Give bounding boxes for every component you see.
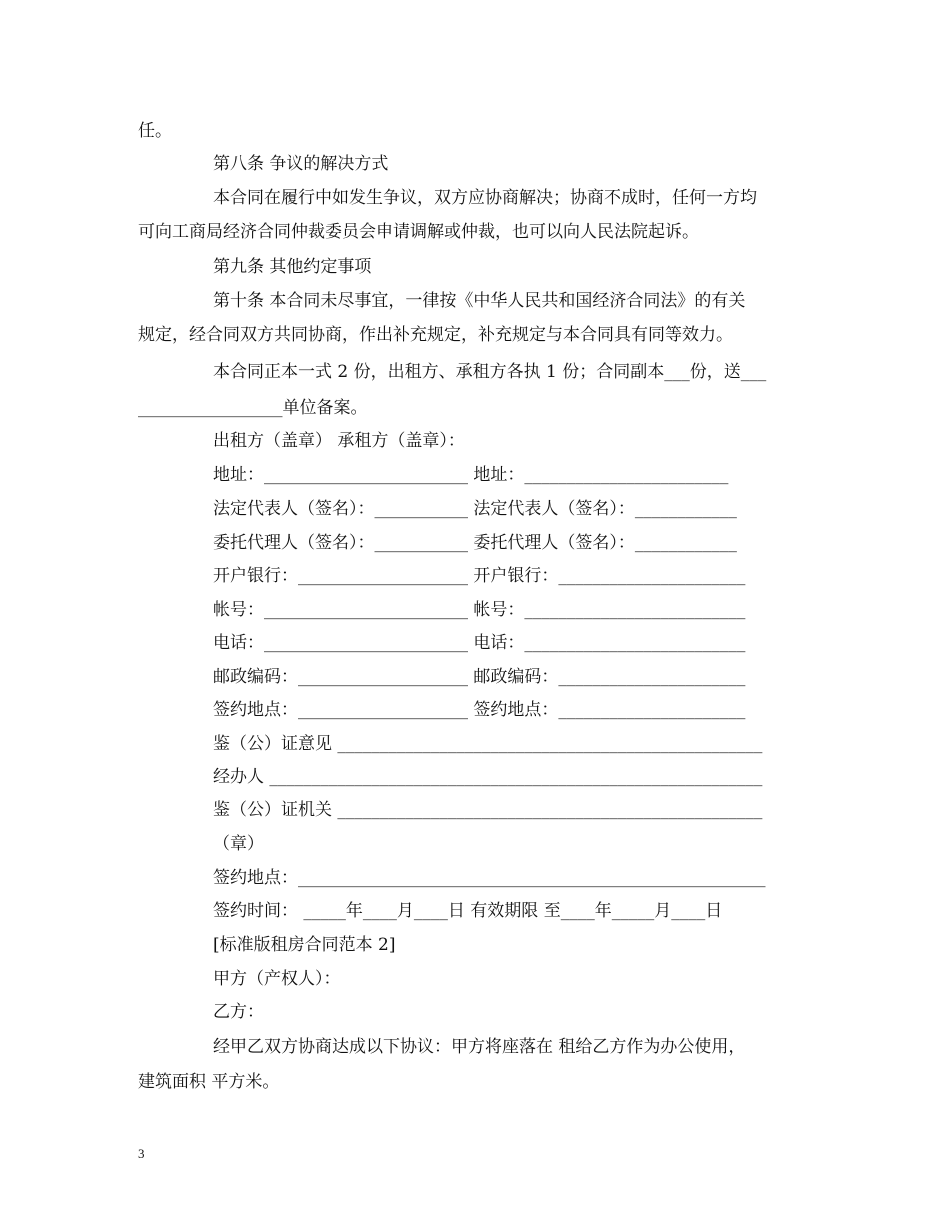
form-row-sign-date: 签约时间： _____年____月____日 有效期限 至____年_____月____日 [213, 901, 723, 921]
section-title: [标准版租房合同范本 2] [213, 935, 396, 955]
text-line: 可向工商局经济合同仲裁委员会申请调解或仲裁，也可以向人民法院起诉。 [138, 222, 699, 242]
text-line: 规定，经合同双方共同协商，作出补充规定，补充规定与本合同具有同等效力。 [138, 325, 733, 345]
form-row-bank: 开户银行：____________________ 开户银行：______________________ [213, 566, 746, 586]
form-row-handler: 经办人 __________________________________________________________ [213, 767, 763, 787]
form-row-postcode: 邮政编码：____________________ 邮政编码：______________________ [213, 667, 746, 687]
party-a-label: 甲方（产权人）： [213, 969, 341, 989]
form-row-phone: 电话：________________________ 电话：__________________________ [213, 633, 746, 653]
party-b-label: 乙方： [213, 1002, 264, 1022]
form-row-sign-place: 签约地点：____________________ 签约地点：______________________ [213, 700, 746, 720]
form-row-notary-opinion: 鉴（公）证意见 __________________________________________________ [213, 734, 763, 754]
text-line: 本合同正本一式 2 份，出租方、承租方各执 1 份；合同副本___份，送___ [213, 362, 767, 382]
form-row-legal-rep: 法定代表人（签名）：___________ 法定代表人（签名）：____________ [213, 499, 737, 519]
seal-label: （章） [213, 834, 264, 854]
article-heading: 第九条 其他约定事项 [213, 257, 372, 277]
page-number: 3 [138, 1146, 145, 1161]
signature-heading: 出租方（盖章） 承租方（盖章）： [213, 431, 465, 451]
form-row-sign-place-full: 签约地点：_______________________________________________________ [213, 868, 766, 888]
form-row-address: 地址：________________________ 地址：________________________ [213, 465, 729, 485]
text-line: 本合同在履行中如发生争议，双方应协商解决；协商不成时，任何一方均 [213, 188, 757, 208]
text-line: _________________单位备案。 [138, 398, 368, 418]
text-line: 建筑面积 平方米。 [138, 1072, 280, 1092]
form-row-notary-office: 鉴（公）证机关 __________________________________________________ [213, 800, 763, 820]
form-row-account: 帐号：________________________ 帐号：__________________________ [213, 600, 746, 620]
text-line: 经甲乙双方协商达成以下协议：甲方将座落在 租给乙方作为办公使用， [213, 1037, 746, 1057]
form-row-agent: 委托代理人（签名）：___________ 委托代理人（签名）：____________ [213, 533, 737, 553]
text-line: 第十条 本合同未尽事宜，一律按《中华人民共和国经济合同法》的有关 [213, 291, 746, 311]
text-line: 任。 [138, 121, 172, 141]
article-heading: 第八条 争议的解决方式 [213, 154, 389, 174]
